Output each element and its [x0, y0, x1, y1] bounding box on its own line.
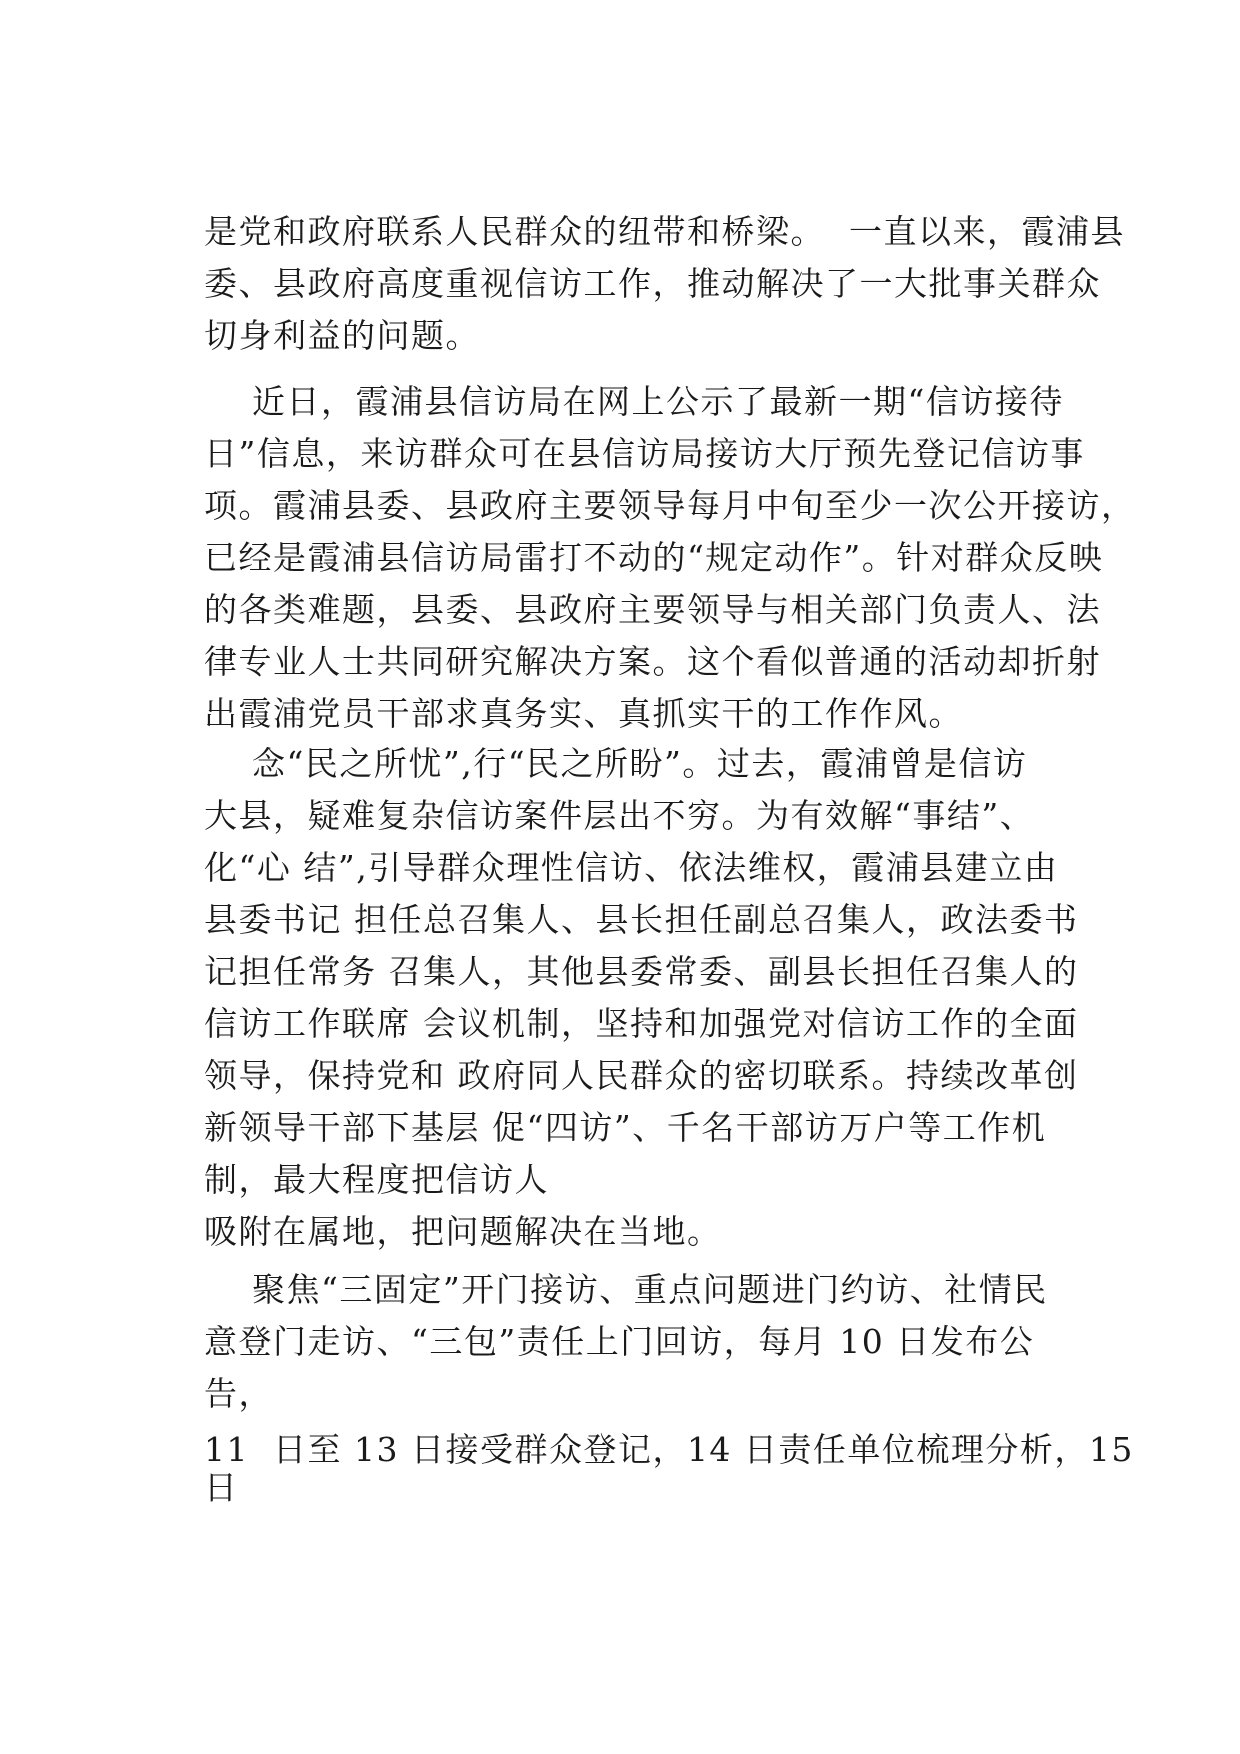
text-line: 意登门走访、“三包”责任上门回访，每月 10 日发布公: [204, 1322, 1035, 1361]
text-line: 已经是霞浦县信访局雷打不动的“规定动作”。针对群众反映: [204, 538, 1104, 577]
text-line: 领导，保持党和 政府同人民群众的密切联系。持续改革创: [204, 1056, 1079, 1095]
text-line: 化“心 结”,引导群众理性信访、依法维权，霞浦县建立由: [204, 848, 1059, 887]
text-line: 记担任常务 召集人，其他县委常委、副县长担任召集人的: [204, 952, 1079, 991]
text-line: 项。霞浦县委、县政府主要领导每月中旬至少一次公开接访，: [204, 486, 1136, 525]
text-line: 11 日至 13 日接受群众登记，14 日责任单位梳理分析，15: [204, 1430, 1134, 1469]
text-line: 制，最大程度把信访人: [204, 1160, 549, 1199]
text-line: 告，: [204, 1374, 273, 1413]
text-line: 信访工作联席 会议机制，坚持和加强党对信访工作的全面: [204, 1004, 1079, 1043]
text-line: 委、县政府高度重视信访工作，推动解决了一大批事关群众: [204, 264, 1101, 303]
text-line: 念“民之所忧”,行“民之所盼”。过去，霞浦曾是信访: [204, 744, 1028, 783]
text-line: 日”信息，来访群众可在县信访局接访大厅预先登记信访事: [204, 434, 1085, 473]
text-line: 聚焦“三固定”开门接访、重点问题进门约访、社情民: [204, 1270, 1048, 1309]
text-line: 的各类难题，县委、县政府主要领导与相关部门负责人、法: [204, 590, 1101, 629]
text-line: 日: [204, 1468, 239, 1507]
text-line: 出霞浦党员干部求真务实、真抓实干的工作作风。: [204, 694, 963, 733]
text-line: 近日，霞浦县信访局在网上公示了最新一期“信访接待: [204, 382, 1064, 421]
text-line: 切身利益的问题。: [204, 316, 480, 355]
text-line: 新领导干部下基层 促“四访”、千名干部访万户等工作机: [204, 1108, 1047, 1147]
text-line: 律专业人士共同研究解决方案。这个看似普通的活动却折射: [204, 642, 1101, 681]
text-line: 吸附在属地，把问题解决在当地。: [204, 1212, 722, 1251]
text-line: 是党和政府联系人民群众的纽带和桥梁。 一直以来，霞浦县: [204, 212, 1125, 251]
text-line: 大县，疑难复杂信访案件层出不穷。为有效解“事结”、: [204, 796, 1035, 835]
text-line: 县委书记 担任总召集人、县长担任副总召集人，政法委书: [204, 900, 1079, 939]
